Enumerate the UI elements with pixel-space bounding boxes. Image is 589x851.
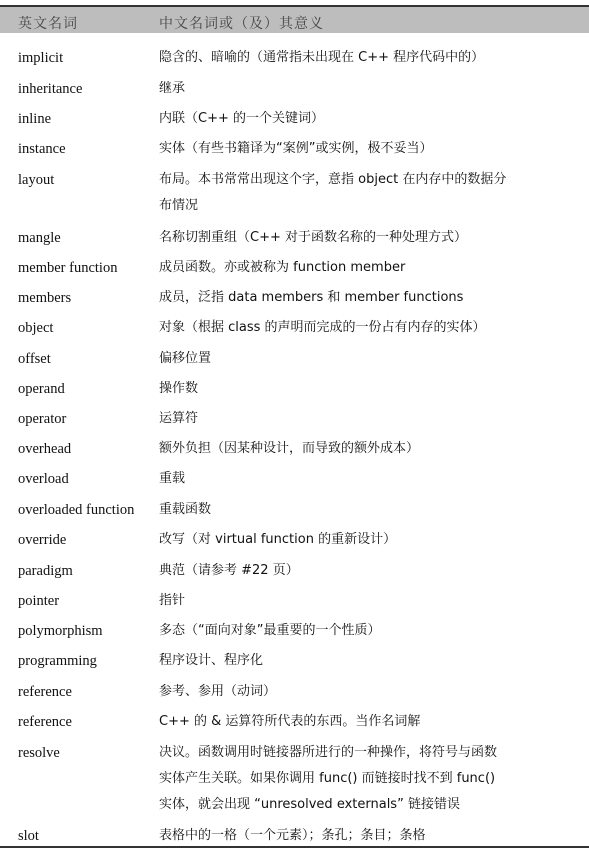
definition-line: 成员函数。亦或被称为 function member <box>159 260 406 275</box>
term-english: implicit <box>18 50 64 66</box>
definition-line: 偏移位置 <box>159 351 212 366</box>
term-definition <box>159 315 579 341</box>
term-english: resolve <box>18 745 60 761</box>
definition-line: 成员，泛指 data members 和 member functions <box>159 290 464 305</box>
term-definition <box>159 436 579 462</box>
definition-line: 内联（C++ 的一个关键词） <box>159 111 324 126</box>
term-definition <box>159 255 579 281</box>
term-definition <box>159 709 579 735</box>
term-english: paradigm <box>18 563 73 579</box>
definition-line: 继承 <box>159 81 186 96</box>
term-english: slot <box>18 828 39 844</box>
definition-line: 额外负担（因某种设计，而导致的额外成本） <box>159 441 420 456</box>
definition-line: 隐含的、暗喻的（通常指未出现在 C++ 程序代码中的） <box>159 50 485 65</box>
definition-line: 实体产生关联。如果你调用 func() 而链接时找不到 func() <box>159 771 496 786</box>
term-english: overhead <box>18 441 72 457</box>
definition-line: 对象（根据 class 的声明而完成的一份占有内存的实体） <box>159 320 486 335</box>
term-english: member function <box>18 260 118 276</box>
term-english: overloaded function <box>18 502 135 518</box>
definition-line: 布情况 <box>159 198 199 213</box>
term-english: object <box>18 320 54 336</box>
definition-line: 典范（请参考 #22 页） <box>159 563 299 578</box>
term-english: overload <box>18 471 69 487</box>
definition-line: 表格中的一格（一个元素）；条孔；条目；条格 <box>159 828 426 843</box>
term-english: operand <box>18 381 65 397</box>
definition-line: 多态（“面向对象”最重要的一个性质） <box>159 623 381 638</box>
definition-line: 指针 <box>159 593 186 608</box>
term-definition <box>159 376 579 402</box>
header-english-term: 英文名词 <box>18 16 78 32</box>
definition-line: 布局。本书常常出现这个字，意指 object 在内存中的数据分 <box>159 172 507 187</box>
definition-line: 程序设计、程序化 <box>159 653 264 668</box>
definition-line: 运算符 <box>159 411 199 426</box>
term-english: layout <box>18 172 55 188</box>
term-definition <box>159 136 579 162</box>
term-english: mangle <box>18 230 61 246</box>
term-english: override <box>18 532 67 548</box>
term-definition <box>159 618 579 644</box>
term-english: polymorphism <box>18 623 103 639</box>
definition-line: 决议。函数调用时链接器所进行的一种操作，将符号与函数 <box>159 745 498 760</box>
term-definition <box>159 346 579 372</box>
definition-line: 名称切割重组（C++ 对于函数名称的一种处理方式） <box>159 230 467 245</box>
term-definition <box>159 225 579 251</box>
term-definition <box>159 45 579 71</box>
term-definition <box>159 497 579 523</box>
term-definition <box>159 740 579 818</box>
term-english: instance <box>18 141 66 157</box>
term-english: programming <box>18 653 97 669</box>
definition-line: 改写（对 virtual function 的重新设计） <box>159 532 397 547</box>
definition-line: 参考、参用（动词） <box>159 684 277 699</box>
term-definition <box>159 406 579 432</box>
definition-line: 操作数 <box>159 381 199 396</box>
definition-line: 实体，就会出现 “unresolved externals” 链接错误 <box>159 797 460 812</box>
term-definition <box>159 527 579 553</box>
definition-line: 重载 <box>159 471 186 486</box>
term-english: inline <box>18 111 52 127</box>
term-english: reference <box>18 684 72 700</box>
term-english: offset <box>18 351 51 367</box>
term-english: reference <box>18 714 72 730</box>
term-definition <box>159 106 579 132</box>
term-definition <box>159 679 579 705</box>
term-definition <box>159 167 579 219</box>
term-definition <box>159 285 579 311</box>
term-english: inheritance <box>18 81 83 97</box>
table-header <box>0 5 589 33</box>
term-english: operator <box>18 411 67 427</box>
bottom-rule <box>0 846 589 848</box>
definition-line: C++ 的 & 运算符所代表的东西。当作名词解 <box>159 714 421 729</box>
definition-line: 实体（有些书籍译为“案例”或实例，极不妥当） <box>159 141 433 156</box>
term-definition <box>159 648 579 674</box>
term-definition <box>159 466 579 492</box>
term-definition <box>159 558 579 584</box>
term-english: members <box>18 290 72 306</box>
definition-line: 重载函数 <box>159 502 212 517</box>
header-chinese-meaning: 中文名词或（及）其意义 <box>159 16 324 32</box>
term-definition <box>159 588 579 614</box>
term-english: pointer <box>18 593 60 609</box>
term-definition <box>159 76 579 102</box>
